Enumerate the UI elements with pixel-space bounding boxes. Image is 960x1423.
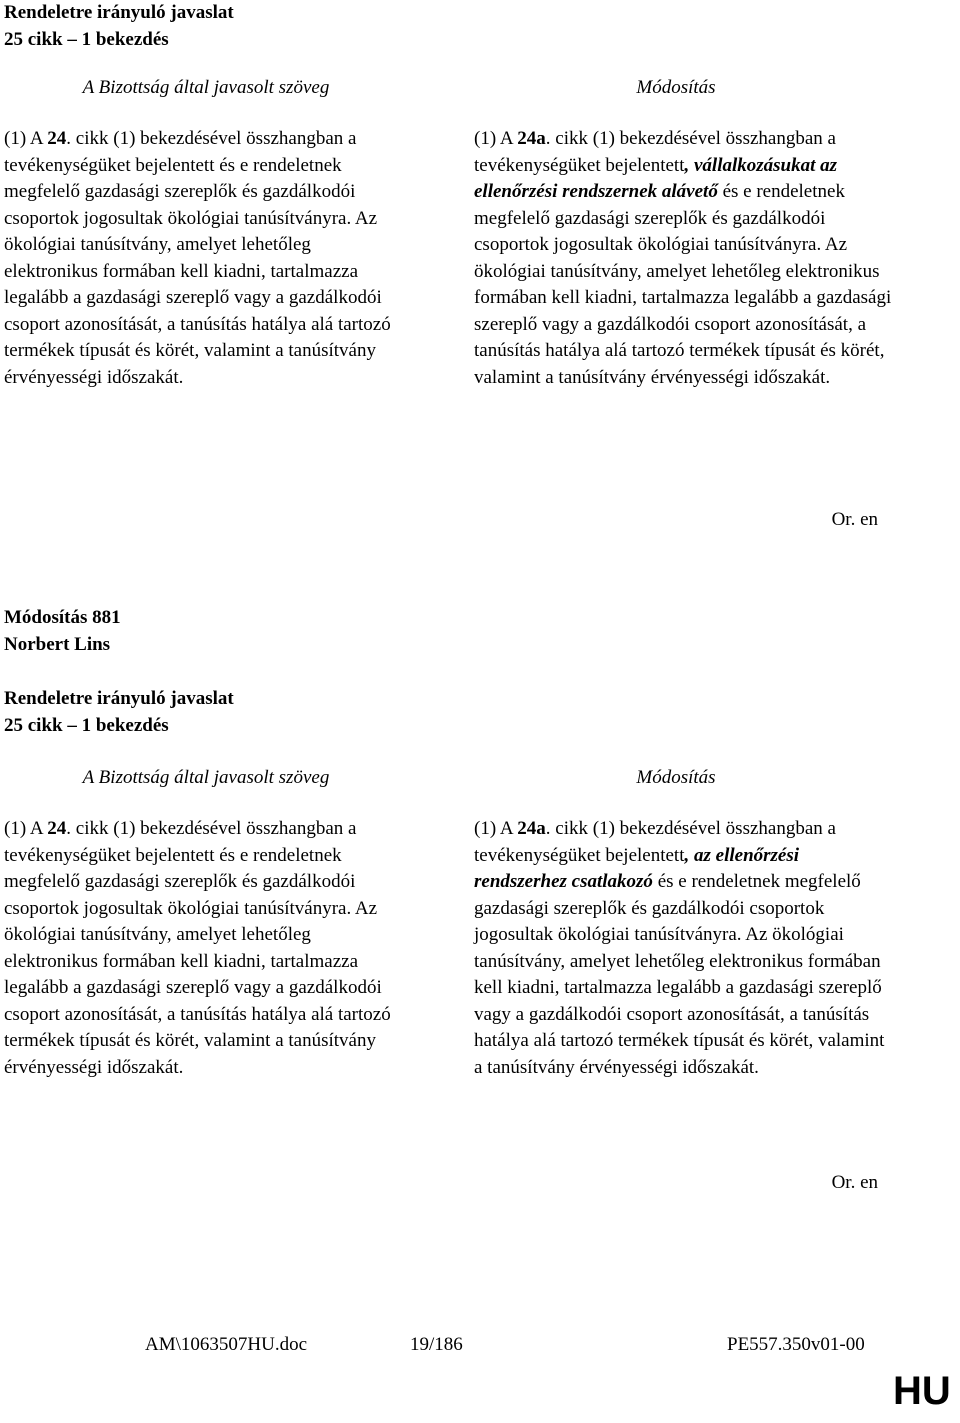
text-segment: (1) A xyxy=(474,128,518,149)
footer-doc-ref: AM\1063507HU.doc xyxy=(145,1334,308,1355)
original-language: Or. en xyxy=(831,509,878,530)
text-segment: (1) A xyxy=(4,818,48,839)
bold-italic-segment: , xyxy=(684,154,690,176)
amendment-header xyxy=(4,605,121,658)
amendment-title: Módosítás 881 xyxy=(4,607,121,628)
text-segment: és e rendeletnek megfelelő gazdasági szereplők és gazdálkodói csoportok jogosultak ökológiai tanúsítványra. Az ökológiai tanúsítvány, amelyet lehetőleg elektronikus formában kell kiadni, tartalmazza legalább a gazdasági szereplő vagy a gazdálkodói csoport azonosítását, a tanúsítás hatálya alá tartozó termékek típusát és körét, valamint a tanúsítvány érvényességi időszakát. xyxy=(474,181,892,388)
text-segment: (1) A xyxy=(474,818,518,839)
language-mark: HU xyxy=(893,1369,951,1413)
heading-line1: Rendeletre irányuló javaslat xyxy=(4,688,234,709)
heading-proposal xyxy=(4,686,234,739)
column-header-amendment: Módosítás xyxy=(636,767,716,788)
text-segment: . cikk (1) bekezdésével összhangban a tevékenységüket bejelentett xyxy=(474,818,836,866)
heading-line2: 25 cikk – 1 bekezdés xyxy=(4,714,169,736)
text-segment: és e rendeletnek megfelelő gazdasági szereplők és gazdálkodói csoportok jogosultak ökológiai tanúsítványra. Az ökológiai tanúsítvány, amelyet lehetőleg elektronikus formában kell kiadni, tartalmazza legalább a gazdasági szereplő vagy a gazdálkodói csoport azonosítását, a tanúsítás hatálya alá tartozó termékek típusát és körét, valamint a tanúsítvány érvényességi időszakát. xyxy=(474,871,885,1078)
bold-segment: 24a xyxy=(517,128,546,149)
footer-page-number: 19/186 xyxy=(410,1334,463,1355)
amendment-author: Norbert Lins xyxy=(4,633,111,655)
text-segment: . cikk (1) bekezdésével összhangban a tevékenységüket bejelentett és e rendeletnek megfelelő gazdasági szereplők és gazdálkodói csoportok jogosultak ökológiai tanúsítványra. Az ökológiai tanúsítvány, amelyet lehetőleg elektronikus formában kell kiadni, tartalmazza legalább a gazdasági szereplő vagy a gazdálkodói csoport azonosítását, a tanúsítás hatálya alá tartozó termékek típusát és körét, valamint a tanúsítvány érvényességi időszakát. xyxy=(4,128,391,388)
bold-segment: 24a xyxy=(517,818,546,839)
text-segment: . cikk (1) bekezdésével összhangban a tevékenységüket bejelentett és e rendeletnek megfelelő gazdasági szereplők és gazdálkodói csoportok jogosultak ökológiai tanúsítványra. Az ökológiai tanúsítvány, amelyet lehetőleg elektronikus formában kell kiadni, tartalmazza legalább a gazdasági szereplő vagy a gazdálkodói csoport azonosítását, a tanúsítás hatálya alá tartozó termékek típusát és körét, valamint a tanúsítvány érvényességi időszakát. xyxy=(4,818,391,1078)
column-header-original: A Bizottság által javasolt szöveg xyxy=(82,77,330,98)
original-language: Or. en xyxy=(831,1172,878,1193)
original-text xyxy=(4,816,408,1081)
heading-line2: 25 cikk – 1 bekezdés xyxy=(4,28,169,50)
heading-proposal xyxy=(4,0,234,53)
column-header-original: A Bizottság által javasolt szöveg xyxy=(82,767,330,788)
amended-text xyxy=(474,816,894,1081)
heading-line1: Rendeletre irányuló javaslat xyxy=(4,2,234,23)
text-segment: (1) A xyxy=(4,128,48,149)
footer-pe-ref: PE557.350v01-00 xyxy=(727,1334,865,1355)
bold-segment: 24 xyxy=(47,128,67,149)
bold-segment: 24 xyxy=(47,818,67,839)
bold-italic-segment: vállalkozásukat az ellenőrzési rendszernek alávető xyxy=(474,154,838,202)
original-text xyxy=(4,126,408,391)
amended-text xyxy=(474,126,894,391)
column-header-amendment: Módosítás xyxy=(636,77,716,98)
bold-italic-segment: , xyxy=(684,844,690,866)
bold-italic-segment: az ellenőrzési rendszerhez csatlakozó xyxy=(474,844,800,892)
text-segment: . cikk (1) bekezdésével összhangban a tevékenységüket bejelentett xyxy=(474,128,836,176)
